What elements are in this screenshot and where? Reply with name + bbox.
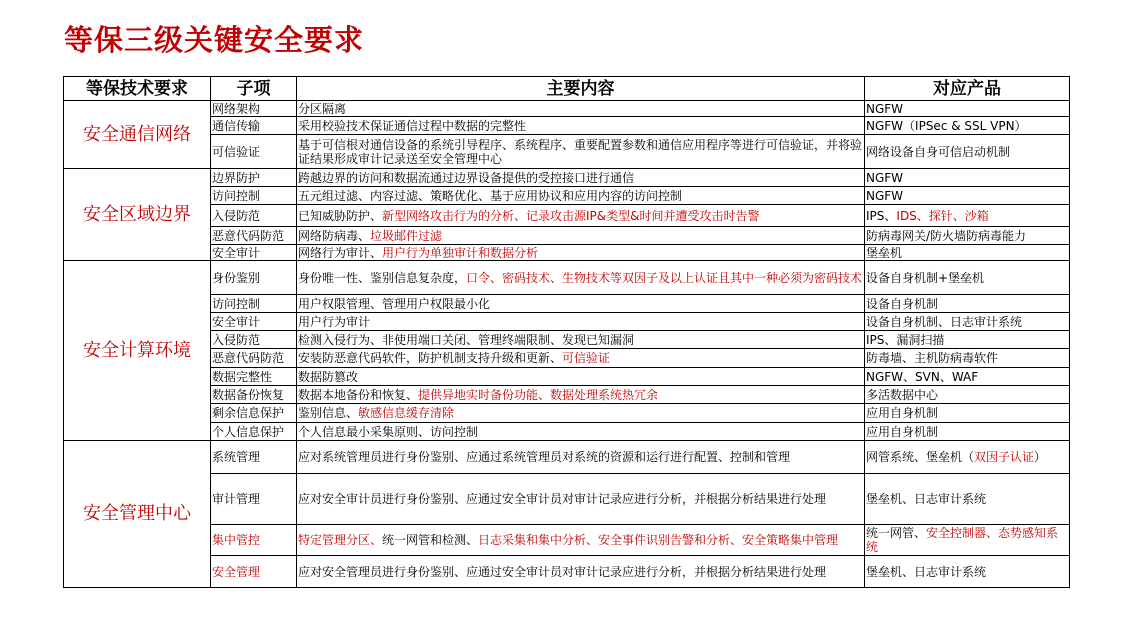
subitem-cell: 安全审计 — [211, 313, 297, 331]
product-cell — [865, 245, 1070, 261]
security-requirements-table — [63, 76, 1070, 588]
content-cell — [297, 441, 865, 474]
text-run: 采用校验技术保证通信过程中数据的完整性 — [298, 118, 527, 133]
text-run: 身份唯一性、鉴别信息复杂度， — [298, 270, 467, 285]
text-run: 跨越边界的访问和数据流通过边界设备提供的受控接口进行通信 — [298, 170, 635, 185]
content-cell — [297, 386, 865, 404]
text-run: 鉴别信息、 — [298, 406, 359, 420]
category-cell: 安全区域边界 — [64, 169, 211, 261]
content-cell — [297, 331, 865, 349]
text-run: 数据本地备份和恢复、 — [298, 387, 419, 402]
page-title: 等保三级关键安全要求 — [64, 23, 365, 57]
table-row — [64, 205, 1070, 227]
highlighted-text: 敏感信息缓存清除 — [358, 406, 455, 420]
highlighted-text: 垃圾邮件过滤 — [370, 228, 443, 243]
text-run: 用户权限管理、管理用户权限最小化 — [298, 296, 491, 311]
table-row — [64, 423, 1070, 441]
table-row — [64, 556, 1070, 588]
category-cell: 安全计算环境 — [64, 261, 211, 441]
product-cell — [865, 205, 1070, 227]
product-cell — [865, 556, 1070, 588]
product-cell — [865, 368, 1070, 386]
text-run: IPS、 — [866, 208, 897, 223]
subitem-cell: 通信传输 — [211, 117, 297, 135]
table-row — [64, 187, 1070, 205]
text-run: 防病毒网关/防火墙防病毒能力 — [866, 228, 1027, 243]
table-row — [64, 169, 1070, 187]
content-cell — [297, 169, 865, 187]
product-cell — [865, 525, 1070, 556]
text-run: IPS、漏洞扫描 — [866, 332, 945, 347]
content-cell — [297, 205, 865, 227]
highlighted-text: 新型网络攻击行为的分析、记录攻击源IP&类型&时间并遭受攻击时告警 — [382, 208, 760, 223]
table-row — [64, 135, 1070, 169]
content-cell — [297, 525, 865, 556]
text-run: 堡垒机 — [866, 245, 903, 260]
highlighted-text: 安全控制器、态势感知系统 — [866, 526, 1059, 554]
table-row — [64, 368, 1070, 386]
highlighted-text: 提供异地实时备份功能、数据处理系统热冗余 — [418, 387, 659, 402]
text-run: 堡垒机、日志审计系统 — [866, 492, 987, 506]
product-cell — [865, 331, 1070, 349]
text-run: NGFW — [866, 170, 904, 185]
category-cell: 安全通信网络 — [64, 101, 211, 169]
subitem-cell: 访问控制 — [211, 187, 297, 205]
table-row — [64, 261, 1070, 295]
text-run: NGFW、SVN、WAF — [866, 369, 979, 384]
header-product: 对应产品 — [865, 77, 1070, 101]
highlighted-text: 双因子认证 — [974, 450, 1035, 464]
subitem-cell: 可信验证 — [211, 135, 297, 169]
product-cell — [865, 261, 1070, 295]
text-run: 用户行为审计 — [298, 314, 371, 329]
table-row — [64, 441, 1070, 474]
content-cell — [297, 404, 865, 423]
table-row — [64, 474, 1070, 525]
subitem-cell: 身份鉴别 — [211, 261, 297, 295]
subitem-cell: 集中管控 — [211, 525, 297, 556]
table-row — [64, 117, 1070, 135]
text-run: 网管系统、堡垒机（ — [866, 450, 975, 464]
text-run: 应用自身机制 — [866, 406, 939, 420]
subitem-cell: 数据完整性 — [211, 368, 297, 386]
subitem-cell: 网络架构 — [211, 101, 297, 117]
header-main-content: 主要内容 — [297, 77, 865, 101]
content-cell — [297, 313, 865, 331]
text-run: 网络行为审计、 — [298, 245, 383, 260]
product-cell — [865, 169, 1070, 187]
text-run: NGFW（IPSec & SSL VPN） — [866, 118, 1027, 133]
product-cell — [865, 295, 1070, 313]
text-run: 堡垒机、日志审计系统 — [866, 564, 987, 579]
subitem-cell: 安全审计 — [211, 245, 297, 261]
product-cell — [865, 187, 1070, 205]
table-row — [64, 525, 1070, 556]
subitem-cell: 恶意代码防范 — [211, 227, 297, 245]
content-cell — [297, 187, 865, 205]
text-run: 应对系统管理员进行身份鉴别、应通过系统管理员对系统的资源和运行进行配置、控制和管理 — [298, 450, 791, 464]
product-cell — [865, 117, 1070, 135]
text-run: 设备自身机制+堡垒机 — [866, 270, 985, 285]
content-cell — [297, 261, 865, 295]
subitem-cell: 入侵防范 — [211, 331, 297, 349]
table-row — [64, 313, 1070, 331]
text-run: 基于可信根对通信设备的系统引导程序、系统程序、重要配置参数和通信应用程序等进行可信验证，并将验证结果形成审计记录送至安全管理中心 — [298, 137, 863, 166]
text-run: 应用自身机制 — [866, 424, 939, 439]
highlighted-text: 用户行为单独审计和数据分析 — [382, 245, 539, 260]
text-run: 应对安全审计员进行身份鉴别、应通过安全审计员对审计记录应进行分析，并根据分析结果进行处理 — [298, 492, 827, 506]
highlighted-text: 口令、密码技术、生物技术等双因子及以上认证且其中一种必须为密码技术 — [466, 270, 863, 285]
highlighted-text: 特定管理分区、 — [298, 533, 383, 547]
highlighted-text: 可信验证 — [562, 351, 611, 365]
subitem-cell: 访问控制 — [211, 295, 297, 313]
product-cell — [865, 441, 1070, 474]
content-cell — [297, 101, 865, 117]
subitem-cell: 剩余信息保护 — [211, 404, 297, 423]
category-cell: 安全管理中心 — [64, 441, 211, 588]
table-header-row — [64, 77, 1070, 101]
highlighted-text: 日志采集和集中分析、安全事件识别告警和分析、安全策略集中管理 — [478, 533, 839, 547]
subitem-cell: 恶意代码防范 — [211, 349, 297, 368]
content-cell — [297, 295, 865, 313]
table-row — [64, 386, 1070, 404]
text-run: 个人信息最小采集原则、访问控制 — [298, 424, 479, 439]
content-cell — [297, 245, 865, 261]
content-cell — [297, 349, 865, 368]
text-run: 网络防病毒、 — [298, 228, 371, 243]
text-run: 检测入侵行为、非使用端口关闭、管理终端限制、发现已知漏洞 — [298, 332, 635, 347]
product-cell — [865, 135, 1070, 169]
content-cell — [297, 474, 865, 525]
highlighted-text: IDS、探针、沙箱 — [896, 208, 989, 223]
text-run: 安装防恶意代码软件，防护机制支持升级和更新、 — [298, 351, 563, 365]
product-cell — [865, 349, 1070, 368]
table-row — [64, 101, 1070, 117]
product-cell — [865, 386, 1070, 404]
product-cell — [865, 101, 1070, 117]
text-run: 已知威胁防护、 — [298, 208, 383, 223]
content-cell — [297, 556, 865, 588]
text-run: 设备自身机制、日志审计系统 — [866, 314, 1023, 329]
text-run: 统一网管和检测、 — [382, 533, 479, 547]
text-run: NGFW — [866, 101, 904, 116]
table-row — [64, 295, 1070, 313]
table-row — [64, 245, 1070, 261]
subitem-cell: 系统管理 — [211, 441, 297, 474]
table-row — [64, 404, 1070, 423]
subitem-cell: 入侵防范 — [211, 205, 297, 227]
subitem-cell: 个人信息保护 — [211, 423, 297, 441]
content-cell — [297, 117, 865, 135]
text-run: 应对安全管理员进行身份鉴别、应通过安全审计员对审计记录应进行分析，并根据分析结果进行处理 — [298, 564, 827, 579]
text-run: 多活数据中心 — [866, 387, 939, 402]
text-run: 防毒墙、主机防病毒软件 — [866, 351, 999, 365]
table-row — [64, 227, 1070, 245]
header-requirement: 等保技术要求 — [64, 77, 211, 101]
text-run: NGFW — [866, 188, 904, 203]
content-cell — [297, 423, 865, 441]
header-subitem: 子项 — [211, 77, 297, 101]
text-run: 数据防篡改 — [298, 369, 359, 384]
product-cell — [865, 423, 1070, 441]
subitem-cell: 审计管理 — [211, 474, 297, 525]
subitem-cell: 数据备份恢复 — [211, 386, 297, 404]
subitem-cell: 边界防护 — [211, 169, 297, 187]
text-run: 统一网管、 — [866, 526, 927, 540]
subitem-cell: 安全管理 — [211, 556, 297, 588]
content-cell — [297, 227, 865, 245]
table-row — [64, 349, 1070, 368]
table-row — [64, 331, 1070, 349]
product-cell — [865, 227, 1070, 245]
text-run: 五元组过滤、内容过滤、策略优化、基于应用协议和应用内容的访问控制 — [298, 188, 683, 203]
text-run: ） — [1034, 450, 1047, 464]
content-cell — [297, 368, 865, 386]
text-run: 分区隔离 — [298, 101, 347, 116]
product-cell — [865, 313, 1070, 331]
product-cell — [865, 474, 1070, 525]
content-cell — [297, 135, 865, 169]
product-cell — [865, 404, 1070, 423]
text-run: 网络设备自身可信启动机制 — [866, 144, 1011, 159]
text-run: 设备自身机制 — [866, 296, 939, 311]
